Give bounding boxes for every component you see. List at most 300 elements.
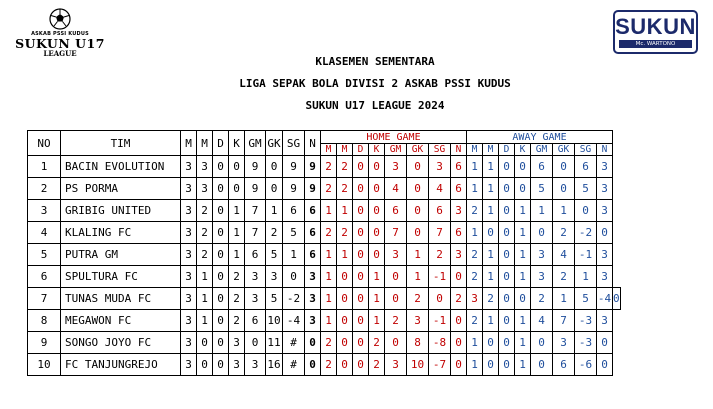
cell-home-stat: 1	[337, 244, 353, 266]
cell-home-stat: 0	[429, 288, 451, 310]
cell-col-goals-against: 0	[266, 178, 283, 200]
table-row	[28, 266, 621, 288]
cell-away-stat: 7	[553, 310, 575, 332]
cell-col-draw: 0	[213, 332, 229, 354]
cell-col-goal-diff: 6	[283, 200, 305, 222]
cell-home-stat: 0	[353, 288, 369, 310]
logo-sub: LEAGUE	[43, 49, 77, 58]
cell-col-draw: 0	[213, 222, 229, 244]
cell-home-stat: 2	[321, 178, 337, 200]
cell-away-stat: 0	[597, 332, 613, 354]
cell-away-stat: 0	[553, 178, 575, 200]
cell-away-stat: 0	[515, 178, 531, 200]
table-row	[28, 156, 621, 178]
cell-team: MEGAWON FC	[61, 310, 181, 332]
cell-col-won: 2	[197, 200, 213, 222]
cell-col-goals-for: 9	[245, 156, 266, 178]
cell-home-stat: 0	[369, 244, 385, 266]
cell-home-stat: 2	[337, 178, 353, 200]
cell-col-played: 3	[181, 266, 197, 288]
cell-home-stat: 0	[337, 354, 353, 376]
table-row	[28, 354, 621, 376]
cell-col-draw: 0	[213, 200, 229, 222]
cell-away-stat: 0	[531, 354, 553, 376]
cell-home-stat: 1	[337, 200, 353, 222]
column-header: M	[197, 131, 213, 156]
cell-home-stat: 0	[369, 178, 385, 200]
home-subheader: D	[353, 144, 369, 156]
cell-home-stat: 0	[451, 354, 467, 376]
away-subheader: K	[515, 144, 531, 156]
cell-away-stat: 2	[553, 222, 575, 244]
cell-away-stat: 1	[467, 156, 483, 178]
away-subheader: M	[467, 144, 483, 156]
cell-away-stat: 1	[515, 354, 531, 376]
cell-col-goals-for: 6	[245, 310, 266, 332]
cell-home-stat: 6	[429, 200, 451, 222]
sponsor-sub: Mc. WARTONO	[619, 40, 692, 48]
cell-away-stat: 0	[499, 244, 515, 266]
cell-col-goals-for: 3	[245, 354, 266, 376]
cell-col-goal-diff: 9	[283, 156, 305, 178]
cell-away-stat: 0	[531, 222, 553, 244]
cell-home-stat: 3	[385, 354, 407, 376]
cell-home-stat: 0	[353, 200, 369, 222]
cell-away-stat: 1	[483, 156, 499, 178]
cell-col-draw: 0	[213, 156, 229, 178]
cell-away-stat: -3	[575, 310, 597, 332]
cell-home-stat: 0	[337, 310, 353, 332]
cell-away-stat: 0	[575, 200, 597, 222]
cell-away-stat: 3	[597, 200, 613, 222]
away-subheader: M	[483, 144, 499, 156]
cell-col-goals-for: 9	[245, 178, 266, 200]
cell-home-stat: 0	[369, 222, 385, 244]
cell-home-stat: 1	[369, 288, 385, 310]
cell-home-stat: -8	[429, 332, 451, 354]
cell-col-points: 0	[305, 332, 321, 354]
cell-rank: 8	[28, 310, 61, 332]
cell-home-stat: 2	[321, 222, 337, 244]
cell-away-stat: 6	[575, 156, 597, 178]
cell-col-lost: 3	[229, 332, 245, 354]
cell-away-stat: 6	[553, 354, 575, 376]
cell-home-stat: 0	[337, 266, 353, 288]
cell-col-won: 3	[197, 178, 213, 200]
cell-home-stat: 7	[429, 222, 451, 244]
cell-home-stat: 2	[337, 156, 353, 178]
cell-col-played: 3	[181, 310, 197, 332]
table-row	[28, 244, 621, 266]
cell-col-draw: 0	[213, 288, 229, 310]
cell-home-stat: 0	[451, 310, 467, 332]
cell-home-stat: 2	[321, 332, 337, 354]
column-header: M	[181, 131, 197, 156]
cell-home-stat: -7	[429, 354, 451, 376]
cell-home-stat: 0	[369, 200, 385, 222]
cell-rank: 5	[28, 244, 61, 266]
cell-away-stat: 0	[597, 222, 613, 244]
cell-rank: 9	[28, 332, 61, 354]
cell-col-goals-against: 16	[266, 354, 283, 376]
cell-col-won: 2	[197, 244, 213, 266]
home-subheader: K	[369, 144, 385, 156]
cell-home-stat: -1	[429, 310, 451, 332]
cell-home-stat: 2	[429, 244, 451, 266]
cell-away-stat: 0	[499, 354, 515, 376]
cell-home-stat: 0	[353, 222, 369, 244]
logo-arc-text: ASKAB PSSI KUDUS	[31, 31, 89, 37]
away-subheader: SG	[575, 144, 597, 156]
cell-rank: 4	[28, 222, 61, 244]
cell-col-lost: 2	[229, 310, 245, 332]
home-subheader: M	[337, 144, 353, 156]
cell-col-goal-diff: #	[283, 354, 305, 376]
cell-away-stat: 1	[515, 222, 531, 244]
cell-home-stat: 2	[369, 332, 385, 354]
cell-home-stat: 1	[407, 266, 429, 288]
cell-rank: 3	[28, 200, 61, 222]
cell-home-stat: 1	[369, 266, 385, 288]
home-subheader: SG	[429, 144, 451, 156]
cell-away-stat: 0	[499, 332, 515, 354]
cell-away-stat: 2	[467, 244, 483, 266]
cell-col-draw: 0	[213, 244, 229, 266]
cell-col-won: 1	[197, 310, 213, 332]
cell-team: BACIN EVOLUTION	[61, 156, 181, 178]
cell-away-stat: 3	[597, 266, 613, 288]
column-header: NO	[28, 131, 61, 156]
sponsor-logo	[613, 10, 698, 54]
cell-away-stat: 1	[467, 332, 483, 354]
cell-away-stat: 0	[499, 200, 515, 222]
cell-col-won: 1	[197, 266, 213, 288]
standings-table	[27, 130, 621, 376]
cell-col-won: 1	[197, 288, 213, 310]
cell-home-stat: 2	[321, 354, 337, 376]
cell-away-stat: 0	[613, 288, 621, 310]
cell-away-stat: 3	[597, 156, 613, 178]
page-title-line-1: KLASEMEN SEMENTARA	[315, 55, 435, 68]
logo-brand: SUKUN U17	[15, 36, 105, 51]
cell-col-goals-against: 3	[266, 266, 283, 288]
cell-col-points: 3	[305, 310, 321, 332]
cell-team: SONGO JOYO FC	[61, 332, 181, 354]
cell-home-stat: 0	[451, 332, 467, 354]
cell-away-stat: -6	[575, 354, 597, 376]
cell-home-stat: 0	[407, 200, 429, 222]
page-title-line-3: SUKUN U17 LEAGUE 2024	[305, 99, 445, 112]
cell-col-goals-for: 7	[245, 222, 266, 244]
cell-col-won: 0	[197, 332, 213, 354]
cell-away-stat: 3	[553, 332, 575, 354]
sponsor-brand: SUKUN	[615, 14, 696, 39]
home-subheader: N	[451, 144, 467, 156]
cell-col-lost: 0	[229, 178, 245, 200]
cell-home-stat: 7	[385, 222, 407, 244]
cell-home-stat: 0	[353, 156, 369, 178]
cell-away-stat: -1	[575, 244, 597, 266]
cell-col-won: 0	[197, 354, 213, 376]
cell-away-stat: 1	[575, 266, 597, 288]
cell-away-stat: 3	[531, 266, 553, 288]
cell-rank: 6	[28, 266, 61, 288]
cell-col-played: 3	[181, 156, 197, 178]
cell-home-stat: 3	[467, 288, 483, 310]
cell-away-stat: 5	[575, 178, 597, 200]
page-title-line-2: LIGA SEPAK BOLA DIVISI 2 ASKAB PSSI KUDUS	[239, 77, 511, 90]
cell-col-goal-diff: 1	[283, 244, 305, 266]
cell-away-stat: 0	[499, 222, 515, 244]
cell-away-stat: 2	[467, 266, 483, 288]
cell-col-goals-for: 3	[245, 288, 266, 310]
cell-col-points: 6	[305, 222, 321, 244]
cell-home-stat: 3	[407, 310, 429, 332]
cell-away-stat: 1	[467, 222, 483, 244]
cell-away-stat: 1	[483, 310, 499, 332]
cell-away-stat: 0	[499, 310, 515, 332]
cell-home-stat: 3	[385, 244, 407, 266]
cell-col-goals-against: 2	[266, 222, 283, 244]
cell-col-goals-against: 0	[266, 156, 283, 178]
cell-team: GRIBIG UNITED	[61, 200, 181, 222]
cell-col-points: 9	[305, 156, 321, 178]
cell-home-stat: 0	[353, 332, 369, 354]
cell-away-stat: 2	[531, 288, 553, 310]
cell-col-played: 3	[181, 178, 197, 200]
home-subheader: M	[321, 144, 337, 156]
cell-home-stat: 10	[407, 354, 429, 376]
cell-away-stat: 6	[531, 156, 553, 178]
cell-home-stat: 0	[385, 288, 407, 310]
cell-home-stat: 1	[321, 266, 337, 288]
cell-col-goals-for: 3	[245, 266, 266, 288]
cell-col-lost: 0	[229, 156, 245, 178]
cell-home-stat: 0	[407, 222, 429, 244]
cell-away-stat: 5	[575, 288, 597, 310]
cell-away-stat: 3	[597, 244, 613, 266]
home-subheader: GK	[407, 144, 429, 156]
cell-away-stat: 1	[515, 266, 531, 288]
cell-away-stat: 0	[483, 332, 499, 354]
cell-home-stat: 6	[451, 156, 467, 178]
cell-col-goals-against: 5	[266, 288, 283, 310]
cell-col-lost: 1	[229, 222, 245, 244]
cell-col-draw: 0	[213, 266, 229, 288]
football-icon	[49, 8, 71, 30]
cell-col-points: 0	[305, 354, 321, 376]
cell-away-stat: 2	[483, 288, 499, 310]
cell-home-stat: 1	[369, 310, 385, 332]
cell-col-played: 3	[181, 200, 197, 222]
cell-away-stat: 2	[467, 200, 483, 222]
cell-home-stat: 0	[353, 310, 369, 332]
cell-col-lost: 2	[229, 266, 245, 288]
cell-home-stat: -1	[429, 266, 451, 288]
cell-col-draw: 0	[213, 354, 229, 376]
cell-col-played: 3	[181, 354, 197, 376]
table-row	[28, 310, 621, 332]
cell-col-draw: 0	[213, 178, 229, 200]
column-header: D	[213, 131, 229, 156]
home-subheader: GM	[385, 144, 407, 156]
table-row	[28, 288, 621, 310]
cell-col-played: 3	[181, 222, 197, 244]
cell-team: SPULTURA FC	[61, 266, 181, 288]
cell-home-stat: 0	[353, 266, 369, 288]
column-header: GM	[245, 131, 266, 156]
cell-home-stat: 3	[451, 244, 467, 266]
cell-rank: 7	[28, 288, 61, 310]
cell-col-points: 6	[305, 200, 321, 222]
cell-home-stat: 2	[407, 288, 429, 310]
cell-home-stat: 2	[321, 156, 337, 178]
home-game-header: HOME GAME	[321, 131, 467, 144]
cell-away-stat: 4	[553, 244, 575, 266]
cell-away-stat: 1	[515, 200, 531, 222]
cell-away-stat: 2	[553, 266, 575, 288]
cell-team: PUTRA GM	[61, 244, 181, 266]
cell-home-stat: 6	[451, 178, 467, 200]
cell-home-stat: 0	[353, 178, 369, 200]
cell-col-goals-for: 6	[245, 244, 266, 266]
cell-home-stat: 2	[385, 310, 407, 332]
cell-col-points: 9	[305, 178, 321, 200]
cell-col-goal-diff: 0	[283, 266, 305, 288]
cell-team: FC TANJUNGREJO	[61, 354, 181, 376]
cell-away-stat: 1	[483, 178, 499, 200]
cell-home-stat: 1	[321, 288, 337, 310]
cell-home-stat: 0	[353, 354, 369, 376]
away-subheader: D	[499, 144, 515, 156]
table-row	[28, 332, 621, 354]
cell-col-goals-for: 0	[245, 332, 266, 354]
cell-away-stat: -3	[575, 332, 597, 354]
cell-home-stat: 4	[385, 178, 407, 200]
cell-away-stat: 0	[483, 222, 499, 244]
cell-away-stat: 1	[483, 244, 499, 266]
cell-col-goal-diff: 5	[283, 222, 305, 244]
cell-home-stat: 1	[321, 244, 337, 266]
away-subheader: N	[597, 144, 613, 156]
cell-home-stat: 0	[407, 156, 429, 178]
cell-away-stat: 2	[467, 310, 483, 332]
column-header: SG	[283, 131, 305, 156]
table-row	[28, 178, 621, 200]
cell-home-stat: 6	[385, 200, 407, 222]
cell-away-stat: 1	[515, 332, 531, 354]
cell-col-played: 3	[181, 288, 197, 310]
cell-col-won: 3	[197, 156, 213, 178]
cell-home-stat: 2	[337, 222, 353, 244]
cell-col-goal-diff: 9	[283, 178, 305, 200]
cell-home-stat: 0	[369, 156, 385, 178]
cell-col-lost: 1	[229, 200, 245, 222]
cell-col-won: 2	[197, 222, 213, 244]
cell-away-stat: 0	[553, 156, 575, 178]
column-header: N	[305, 131, 321, 156]
cell-home-stat: 2	[369, 354, 385, 376]
cell-away-stat: 3	[597, 178, 613, 200]
cell-col-goal-diff: -2	[283, 288, 305, 310]
cell-team: KLALING FC	[61, 222, 181, 244]
cell-col-lost: 1	[229, 244, 245, 266]
cell-home-stat: 0	[337, 332, 353, 354]
table-row	[28, 200, 621, 222]
cell-home-stat: 6	[451, 222, 467, 244]
cell-away-stat: 3	[597, 310, 613, 332]
cell-rank: 2	[28, 178, 61, 200]
cell-home-stat: 1	[321, 200, 337, 222]
cell-col-played: 3	[181, 332, 197, 354]
away-game-header: AWAY GAME	[467, 131, 613, 144]
cell-rank: 1	[28, 156, 61, 178]
cell-away-stat: 5	[531, 178, 553, 200]
cell-away-stat: 0	[499, 178, 515, 200]
cell-away-stat: 0	[515, 156, 531, 178]
cell-col-goal-diff: #	[283, 332, 305, 354]
column-header: GK	[266, 131, 283, 156]
cell-col-played: 3	[181, 244, 197, 266]
cell-away-stat: 0	[499, 266, 515, 288]
cell-away-stat: 1	[467, 354, 483, 376]
cell-col-goals-for: 7	[245, 200, 266, 222]
cell-home-stat: 8	[407, 332, 429, 354]
cell-home-stat: 3	[429, 156, 451, 178]
cell-away-stat: 1	[483, 200, 499, 222]
cell-home-stat: 0	[407, 178, 429, 200]
cell-col-goals-against: 1	[266, 200, 283, 222]
cell-away-stat: 0	[499, 156, 515, 178]
cell-home-stat: 3	[385, 156, 407, 178]
cell-home-stat: 0	[385, 266, 407, 288]
cell-home-stat: 0	[353, 244, 369, 266]
cell-col-goals-against: 11	[266, 332, 283, 354]
cell-col-points: 6	[305, 244, 321, 266]
cell-home-stat: 0	[385, 332, 407, 354]
cell-team: TUNAS MUDA FC	[61, 288, 181, 310]
cell-home-stat: 3	[451, 200, 467, 222]
cell-home-stat: 4	[429, 178, 451, 200]
column-header: K	[229, 131, 245, 156]
cell-home-stat: 0	[451, 266, 467, 288]
cell-home-stat: 1	[321, 310, 337, 332]
away-subheader: GK	[553, 144, 575, 156]
cell-away-stat: 1	[553, 288, 575, 310]
cell-home-stat: 1	[407, 244, 429, 266]
cell-away-stat: 0	[597, 354, 613, 376]
cell-away-stat: 1	[483, 266, 499, 288]
cell-away-stat: -2	[575, 222, 597, 244]
cell-away-stat: 3	[531, 244, 553, 266]
cell-away-stat: 0	[483, 354, 499, 376]
cell-away-stat: -4	[597, 288, 613, 310]
cell-away-stat: 1	[515, 244, 531, 266]
cell-away-stat: 0	[515, 288, 531, 310]
cell-away-stat: 0	[499, 288, 515, 310]
cell-col-lost: 3	[229, 354, 245, 376]
cell-col-lost: 2	[229, 288, 245, 310]
column-header: TIM	[61, 131, 181, 156]
table-row	[28, 222, 621, 244]
cell-away-stat: 1	[467, 178, 483, 200]
cell-home-stat: 0	[337, 288, 353, 310]
cell-col-draw: 0	[213, 310, 229, 332]
cell-home-stat: 2	[451, 288, 467, 310]
cell-col-goals-against: 5	[266, 244, 283, 266]
cell-away-stat: 0	[531, 332, 553, 354]
league-logo	[14, 8, 106, 78]
